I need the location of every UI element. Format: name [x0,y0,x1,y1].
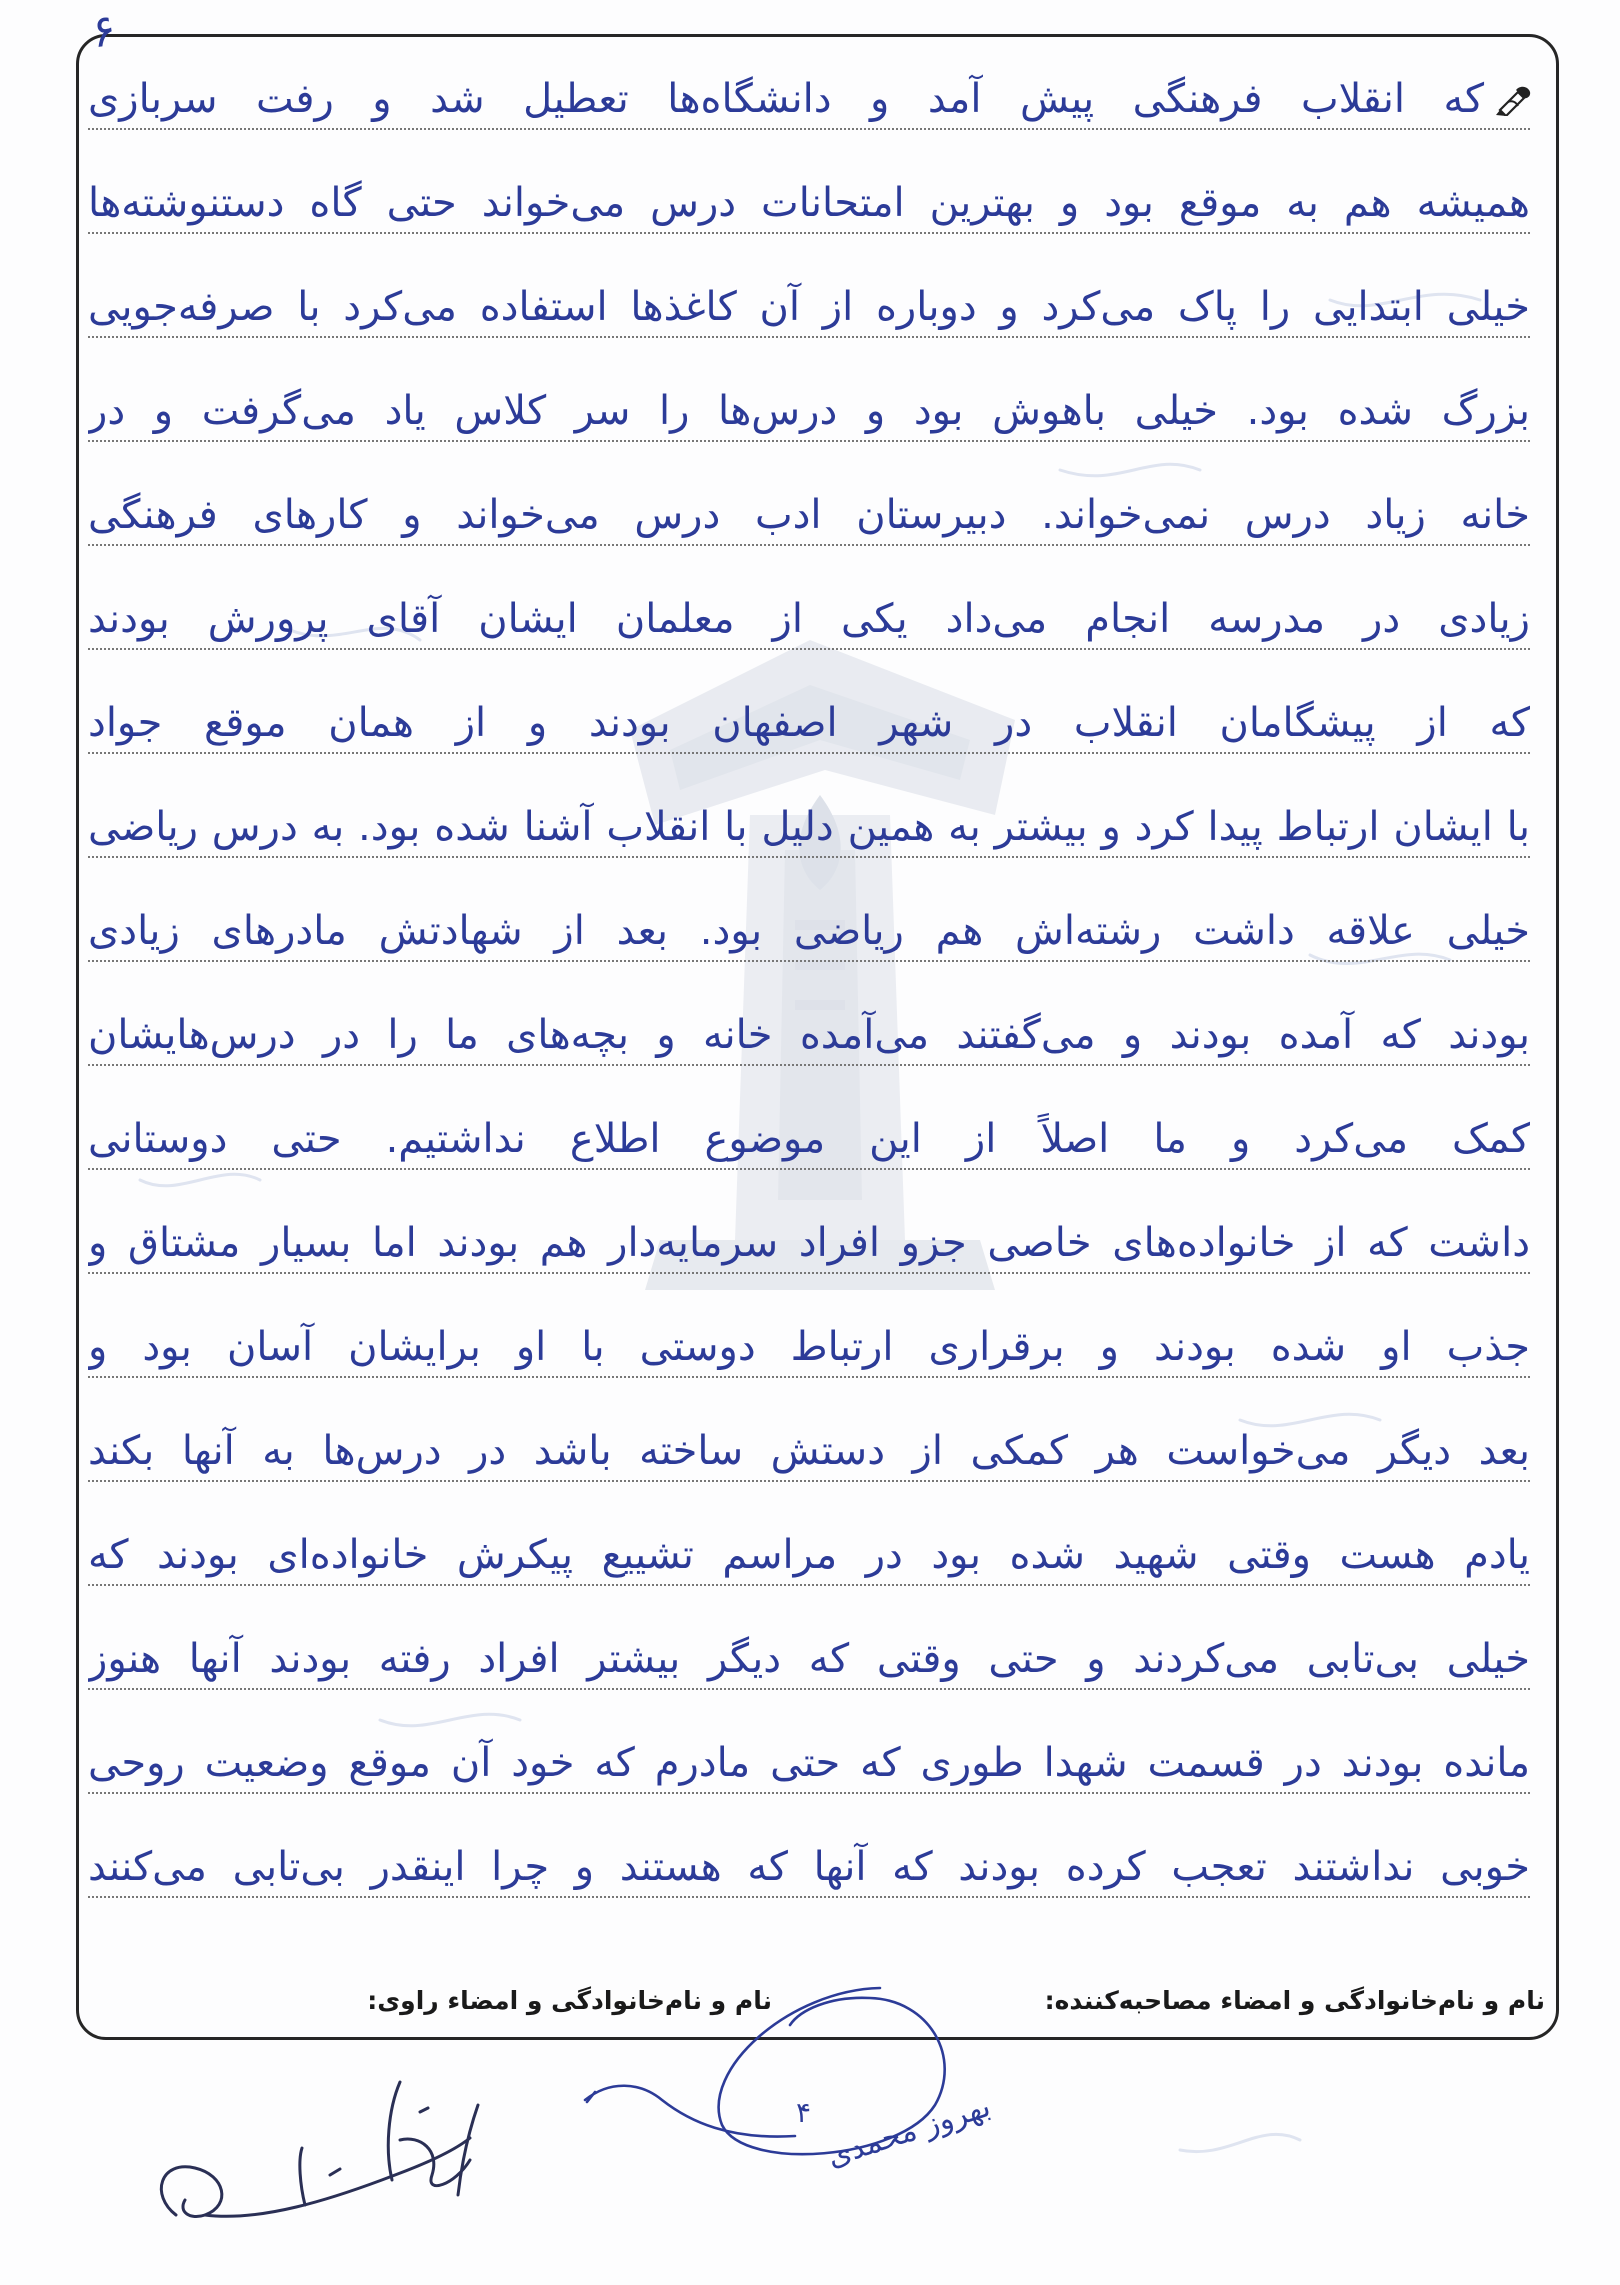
transcript-line [88,26,1530,130]
interviewer-signature-label: نام و نام‌خانوادگی و امضاء مصاحبه‌کننده: [1044,1986,1545,2015]
transcript-line: زیادی در مدرسه انجام می‌داد یکی از معلمان ایشان آقای پرورش بودند [88,546,1530,650]
transcript-line: که از پیشگامان انقلاب در شهر اصفهان بودند و از همان موقع جواد [88,650,1530,754]
transcript-line: بزرگ شده بود. خیلی باهوش بود و درس‌ها را سر کلاس یاد می‌گرفت و در [88,338,1530,442]
transcript-line: خیلی ابتدایی را پاک می‌کرد و دوباره از آن کاغذها استفاده می‌کرد با صرفه‌جویی [88,234,1530,338]
transcript-line: کمک می‌کرد و ما اصلاً از این موضوع اطلاع نداشتیم. حتی دوستانی [88,1066,1530,1170]
transcript-line: با ایشان ارتباط پیدا کرد و بیشتر به همین دلیل با انقلاب آشنا شده بود. به درس ریاضی [88,754,1530,858]
transcript-line-text: که انقلاب فرهنگی پیش آمد و دانشگاه‌ها تعطیل شد و رفت سربازی [88,76,1484,122]
transcript-line: جذب او شده بودند و برقراری ارتباط دوستی با او برایشان آسان بود و [88,1274,1530,1378]
transcript-line: داشت که از خانواده‌های خاصی جزو افراد سرمایه‌دار هم بودند اما بسیار مشتاق و [88,1170,1530,1274]
narrator-signature-label: نام و نام‌خانوادگی و امضاء راوی: [367,1986,772,2015]
transcript-line: بعد دیگر می‌خواست هر کمکی از دستش ساخته باشد در درس‌ها به آنها بکند [88,1378,1530,1482]
transcript-line: خانه زیاد درس نمی‌خواند. دبیرستان ادب درس می‌خواند و کارهای فرهنگی [88,442,1530,546]
transcript-line: خیلی علاقه داشت رشته‌اش هم ریاضی بود. بعد از شهادتش مادرهای زیادی [88,858,1530,962]
transcript-line: مانده بودند در قسمت شهدا طوری که حتی مادرم که خود آن موقع وضعیت روحی [88,1690,1530,1794]
transcript-line: همیشه هم به موقع بود و بهترین امتحانات درس می‌خواند حتی گاه دستنوشته‌ها [88,130,1530,234]
transcript-lines [88,26,1530,1898]
transcript-line: خوبی نداشتند تعجب کرده بودند که آنها که هستند و چرا اینقدر بی‌تابی می‌کنند [88,1794,1530,1898]
corner-page-mark: ۶ [88,4,120,59]
transcript-line: خیلی بی‌تابی می‌کردند و حتی وقتی که دیگر بیشتر افراد رفته بودند آنها هنوز [88,1586,1530,1690]
page-number: ۴ [796,2096,812,2129]
writing-hand-icon [1494,84,1532,116]
narrator-signature [161,2082,478,2217]
transcript-line: بودند که آمده بودند و می‌گفتند می‌آمده خانه و بچه‌های ما را در درس‌هایشان [88,962,1530,1066]
transcript-line: یادم هست وقتی شهید شده بود در مراسم تشییع پیکرش خانواده‌ای بودند که [88,1482,1530,1586]
interviewer-signature-name: بهروز محمدی [822,2088,995,2175]
